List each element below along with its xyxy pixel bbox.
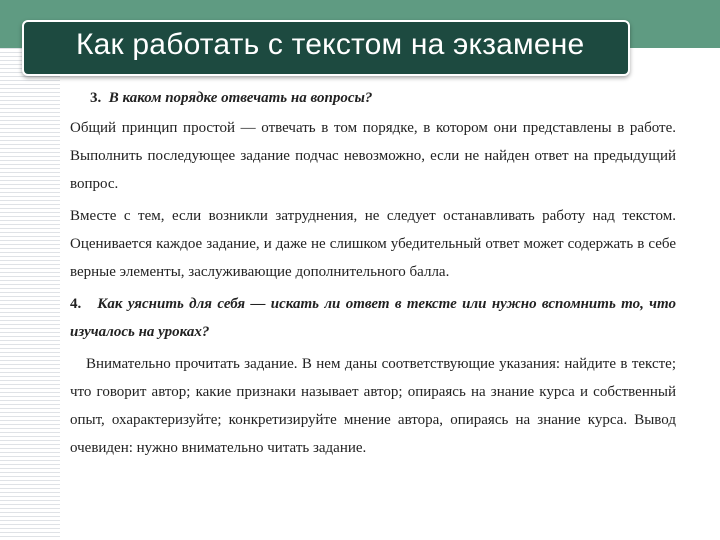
question-3-text: В каком порядке отвечать на вопросы?	[108, 90, 373, 106]
question-3-number: 3.	[90, 90, 102, 106]
paragraph-2: Вместе с тем, если возникли затруднения, не следует останавливать работу над текстом. Оценивается каждое задание, и даже не слишком убедительный ответ может содержать в себе верные элементы, заслуживающие дополнительного балла.	[70, 208, 676, 280]
paragraph-3: Внимательно прочитать задание. В нем даны соответствующие указания: найдите в тексте; что говорит автор; какие признаки называет автор; опираясь на знание курса и собственный опыт, охарактеризуйте; конкретизируйте мнение автора, опираясь на знание курса. Вывод очевиден: нужно внимательно читать задание.	[70, 356, 676, 456]
question-4-text: Как уяснить для себя — искать ли ответ в тексте или нужно вспомнить то, что изучалось на уроках?	[70, 296, 677, 340]
slide-content	[70, 84, 676, 466]
paragraph-1: Общий принцип простой — отвечать в том порядке, в котором они представлены в работе. Выполнить последующее задание подчас невозможно, если не найден ответ на предыдущий вопрос.	[70, 120, 676, 192]
page-title: Как работать с текстом на экзамене	[76, 28, 585, 61]
question-4-number: 4.	[70, 296, 82, 312]
question-3	[70, 84, 676, 112]
decorative-stripes	[0, 48, 60, 540]
title-bar	[22, 20, 630, 76]
question-4	[70, 290, 676, 346]
